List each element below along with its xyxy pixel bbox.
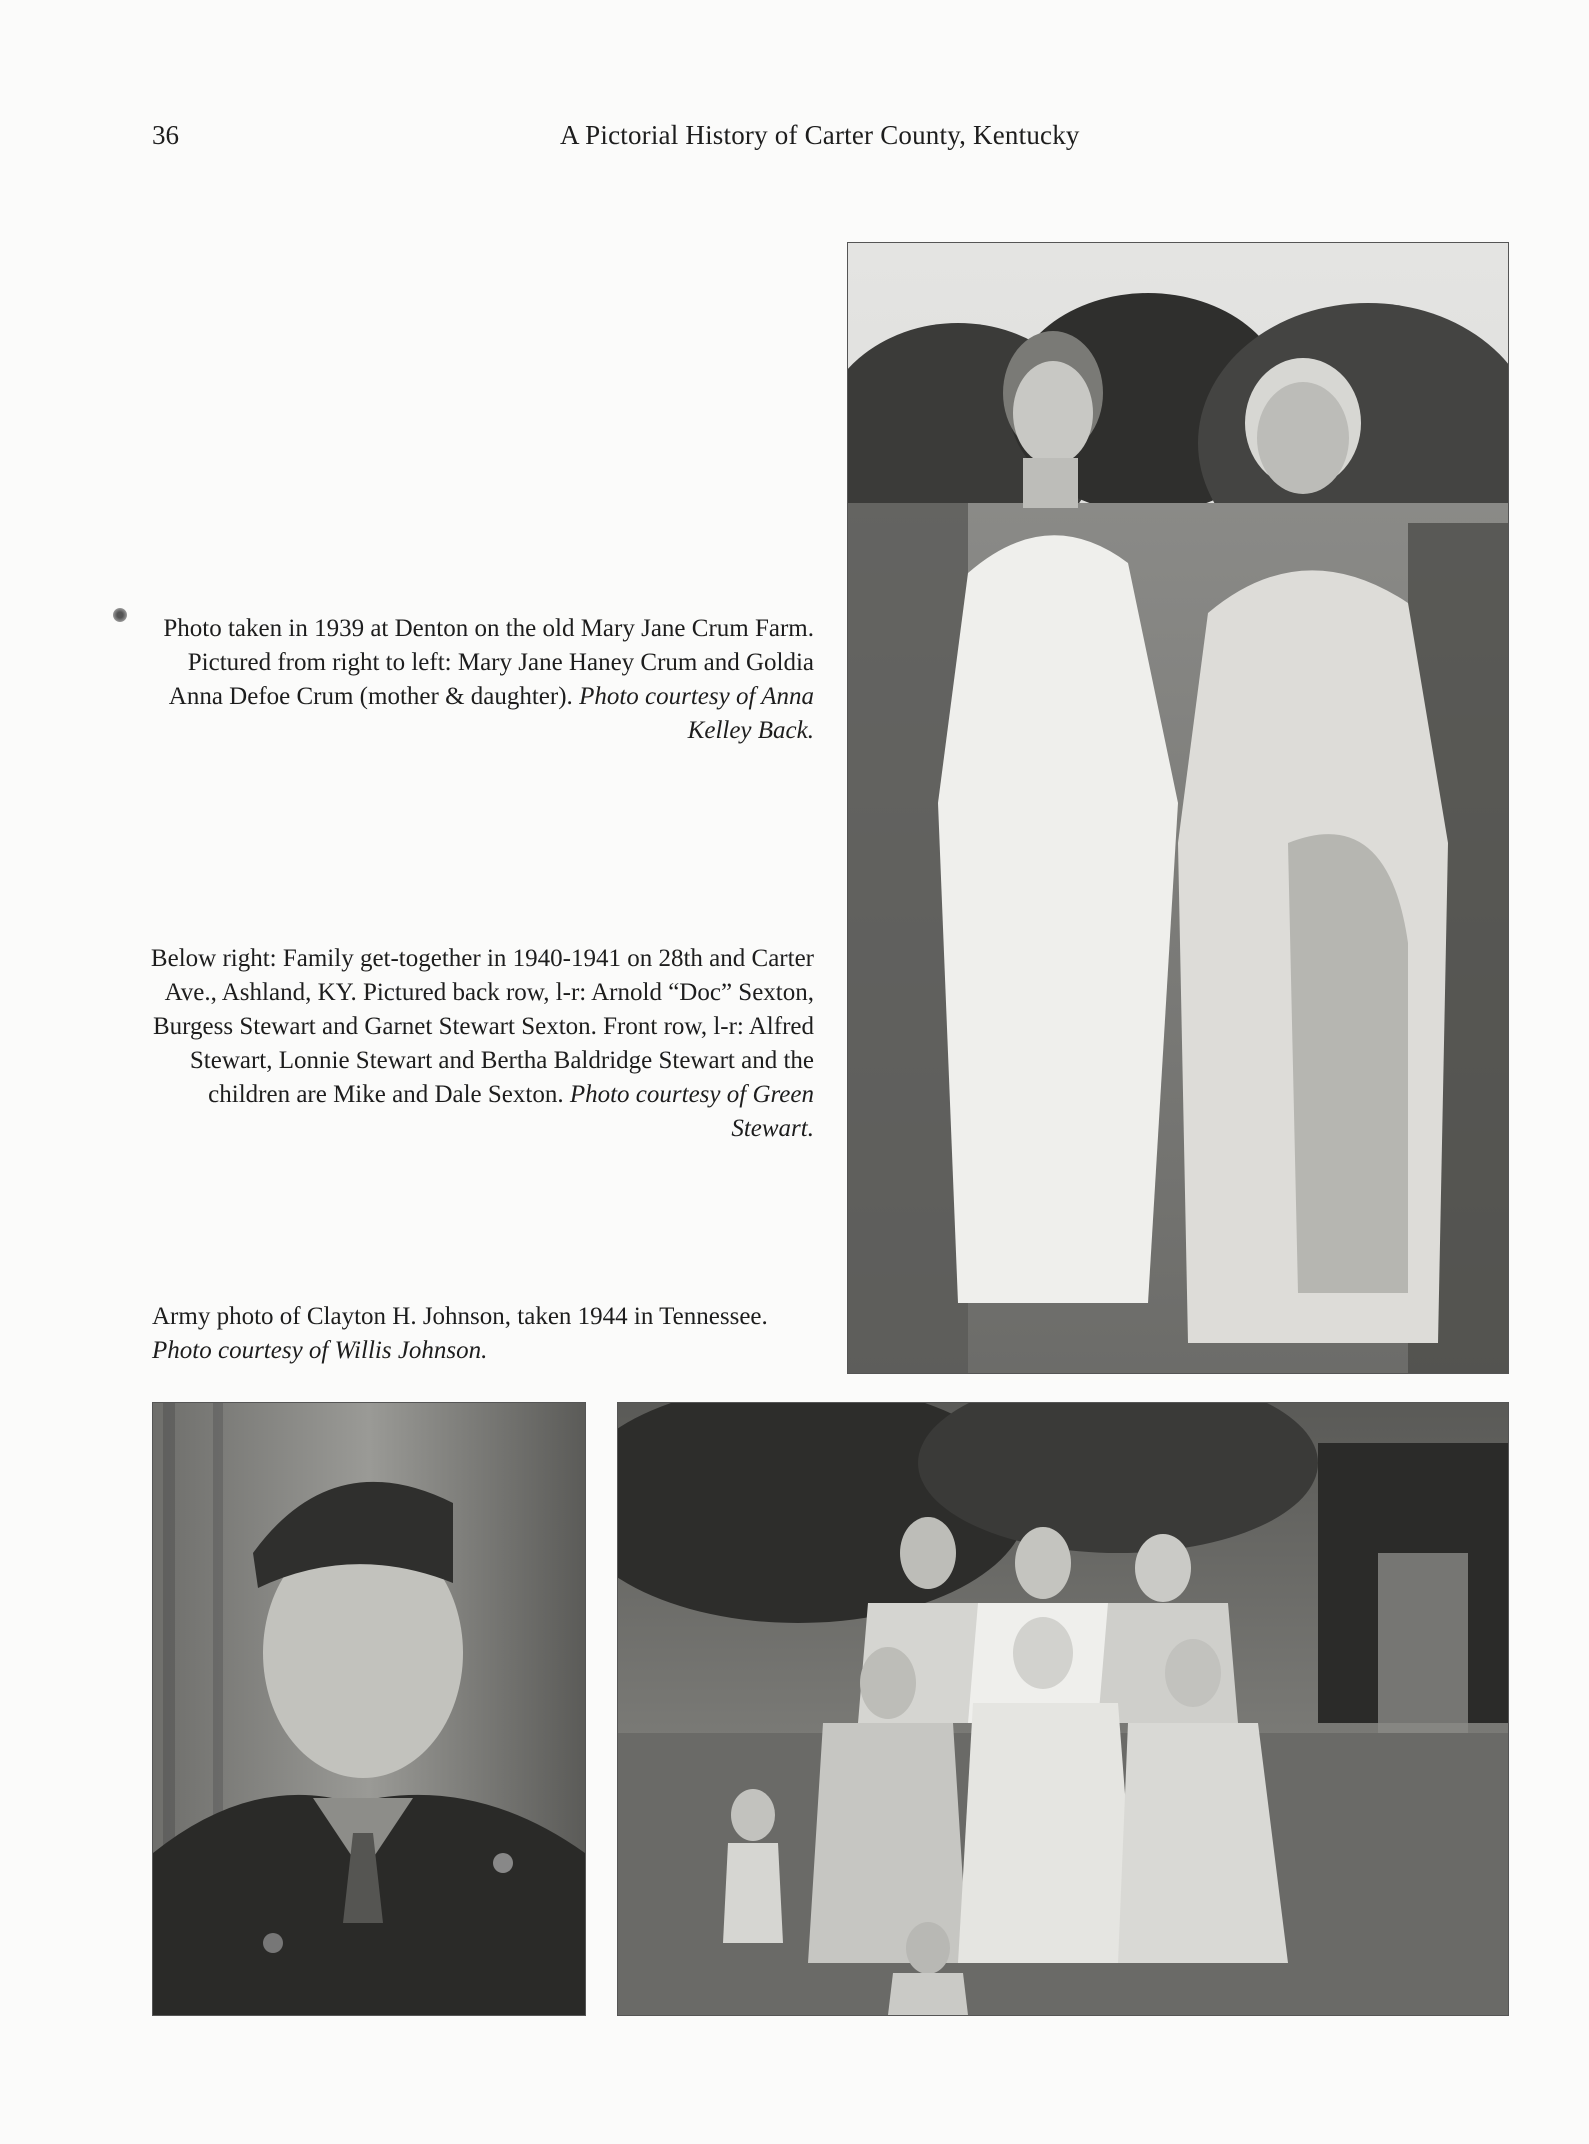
crum-women-image	[848, 243, 1508, 1373]
army-portrait-photo	[152, 1402, 586, 2016]
caption-army-photo	[152, 1300, 832, 1368]
caption-family-photo	[150, 942, 814, 1146]
caption-credit: Photo courtesy of Anna Kelley Back.	[579, 683, 814, 744]
crum-women-photo	[847, 242, 1509, 1374]
stray-mark	[113, 608, 127, 622]
caption-crum-photo	[150, 612, 814, 748]
caption-text: Photo taken in 1939 at Denton on the old Mary Jane Crum Farm. Pictured from right to left: Mary Jane Haney Crum and Goldia Anna Defoe Crum (mother & daughter).	[163, 615, 814, 710]
caption-credit: Photo courtesy of Green Stewart.	[569, 1081, 814, 1142]
family-gathering-photo	[617, 1402, 1509, 2016]
caption-text: Army photo of Clayton H. Johnson, taken 1944 in Tennessee.	[152, 1303, 768, 1330]
running-header: A Pictorial History of Carter County, Kentucky	[560, 120, 1080, 150]
page-number: 36	[152, 120, 179, 150]
caption-credit: Photo courtesy of Willis Johnson.	[152, 1337, 488, 1364]
family-gathering-image	[618, 1403, 1508, 2015]
army-portrait-image	[153, 1403, 585, 2015]
caption-text: Below right: Family get-together in 1940-1941 on 28th and Carter Ave., Ashland, KY. Pictured back row, l-r: Arnold “Doc” Sexton, Burgess Stewart and Garnet Stewart Sexton. Front row, l-r: Alfred Stewart, Lonnie Stewart and Bertha Baldridge Stewart and the children are Mike and Dale Sexton.	[150, 945, 814, 1108]
